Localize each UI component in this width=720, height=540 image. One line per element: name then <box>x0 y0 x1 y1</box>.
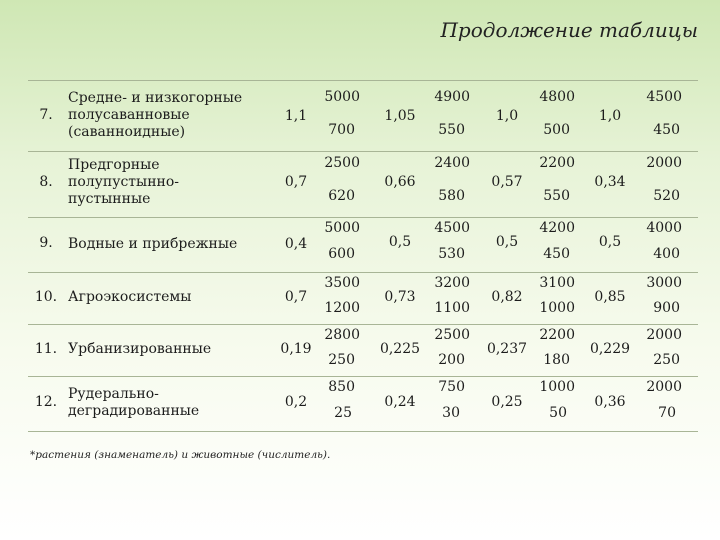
value-b-bottom: 550 <box>438 122 465 138</box>
table-row <box>28 217 698 273</box>
row-number: 12. <box>34 394 58 410</box>
ecosystem-name: Предгорные полупустынно-пустынные <box>68 157 180 207</box>
value-e-bottom: 450 <box>653 122 680 138</box>
table-row <box>28 324 698 377</box>
value-e-top: 2000 <box>646 155 682 171</box>
row-number: 10. <box>34 289 58 305</box>
coefficient-1: 0,7 <box>284 289 308 305</box>
value-d-bottom: 180 <box>543 352 570 368</box>
value-e-top: 4500 <box>646 89 682 105</box>
coefficient-4: 0,34 <box>594 174 626 190</box>
value-a-top: 850 <box>328 379 355 395</box>
value-e-top: 2000 <box>646 379 682 395</box>
value-d-top: 3100 <box>539 275 575 291</box>
value-b-top: 750 <box>438 379 465 395</box>
row-number: 7. <box>39 107 53 123</box>
value-b-top: 3200 <box>434 275 470 291</box>
value-a-bottom: 700 <box>328 122 355 138</box>
coefficient-3: 0,237 <box>486 341 528 357</box>
coefficient-3: 0,25 <box>491 394 523 410</box>
value-a-top: 5000 <box>324 220 360 236</box>
value-d-top: 2200 <box>539 327 575 343</box>
coefficient-2: 0,5 <box>388 234 412 250</box>
coefficient-1: 0,7 <box>284 174 308 190</box>
value-a-top: 5000 <box>324 89 360 105</box>
coefficient-4: 1,0 <box>598 108 622 124</box>
coefficient-2: 0,66 <box>384 174 416 190</box>
row-number: 9. <box>39 235 53 251</box>
value-d-top: 2200 <box>539 155 575 171</box>
table-row <box>28 151 698 218</box>
table-row <box>28 272 698 325</box>
data-table <box>28 80 698 431</box>
value-a-bottom: 620 <box>328 188 355 204</box>
ecosystem-name: Водные и прибрежные <box>68 236 238 252</box>
value-e-bottom: 70 <box>658 405 676 421</box>
value-d-bottom: 50 <box>549 405 567 421</box>
coefficient-4: 0,5 <box>598 234 622 250</box>
coefficient-1: 0,2 <box>284 394 308 410</box>
value-e-bottom: 520 <box>653 188 680 204</box>
coefficient-2: 1,05 <box>384 108 416 124</box>
ecosystem-name: Средне- и низкогорные полусаванновые (саванноидные) <box>68 90 243 140</box>
ecosystem-name: Рудерально-деградированные <box>68 386 200 419</box>
value-a-top: 2800 <box>324 327 360 343</box>
ecosystem-name: Агроэкосистемы <box>68 289 192 305</box>
value-a-bottom: 600 <box>328 246 355 262</box>
coefficient-3: 0,82 <box>491 289 523 305</box>
value-e-top: 4000 <box>646 220 682 236</box>
value-d-top: 4200 <box>539 220 575 236</box>
value-e-bottom: 400 <box>653 246 680 262</box>
value-e-bottom: 900 <box>653 300 680 316</box>
value-a-top: 2500 <box>324 155 360 171</box>
coefficient-4: 0,85 <box>594 289 626 305</box>
value-b-bottom: 30 <box>442 405 460 421</box>
page-title: Продолжение таблицы <box>440 18 698 42</box>
value-b-top: 2400 <box>434 155 470 171</box>
value-a-bottom: 250 <box>328 352 355 368</box>
row-number: 8. <box>39 174 53 190</box>
coefficient-1: 0,19 <box>280 341 312 357</box>
value-d-bottom: 500 <box>543 122 570 138</box>
value-e-top: 3000 <box>646 275 682 291</box>
value-b-bottom: 580 <box>438 188 465 204</box>
value-b-top: 4900 <box>434 89 470 105</box>
footnote: *растения (знаменатель) и животные (числитель). <box>30 449 331 461</box>
value-d-bottom: 450 <box>543 246 570 262</box>
value-e-top: 2000 <box>646 327 682 343</box>
coefficient-2: 0,225 <box>379 341 421 357</box>
coefficient-4: 0,36 <box>594 394 626 410</box>
value-d-top: 1000 <box>539 379 575 395</box>
coefficient-3: 0,5 <box>495 234 519 250</box>
coefficient-1: 0,4 <box>284 236 308 252</box>
value-b-bottom: 1100 <box>434 300 470 316</box>
ecosystem-name: Урбанизированные <box>68 341 212 357</box>
coefficient-2: 0,24 <box>384 394 416 410</box>
value-b-bottom: 200 <box>438 352 465 368</box>
value-a-top: 3500 <box>324 275 360 291</box>
value-a-bottom: 1200 <box>324 300 360 316</box>
coefficient-2: 0,73 <box>384 289 416 305</box>
value-e-bottom: 250 <box>653 352 680 368</box>
value-b-top: 2500 <box>434 327 470 343</box>
value-b-top: 4500 <box>434 220 470 236</box>
value-b-bottom: 530 <box>438 246 465 262</box>
row-number: 11. <box>34 341 58 357</box>
value-a-bottom: 25 <box>334 405 352 421</box>
value-d-bottom: 1000 <box>539 300 575 316</box>
value-d-top: 4800 <box>539 89 575 105</box>
value-d-bottom: 550 <box>543 188 570 204</box>
table-row <box>28 376 698 432</box>
table-row <box>28 81 698 152</box>
coefficient-1: 1,1 <box>284 108 308 124</box>
coefficient-3: 0,57 <box>491 174 523 190</box>
coefficient-3: 1,0 <box>495 108 519 124</box>
coefficient-4: 0,229 <box>589 341 631 357</box>
